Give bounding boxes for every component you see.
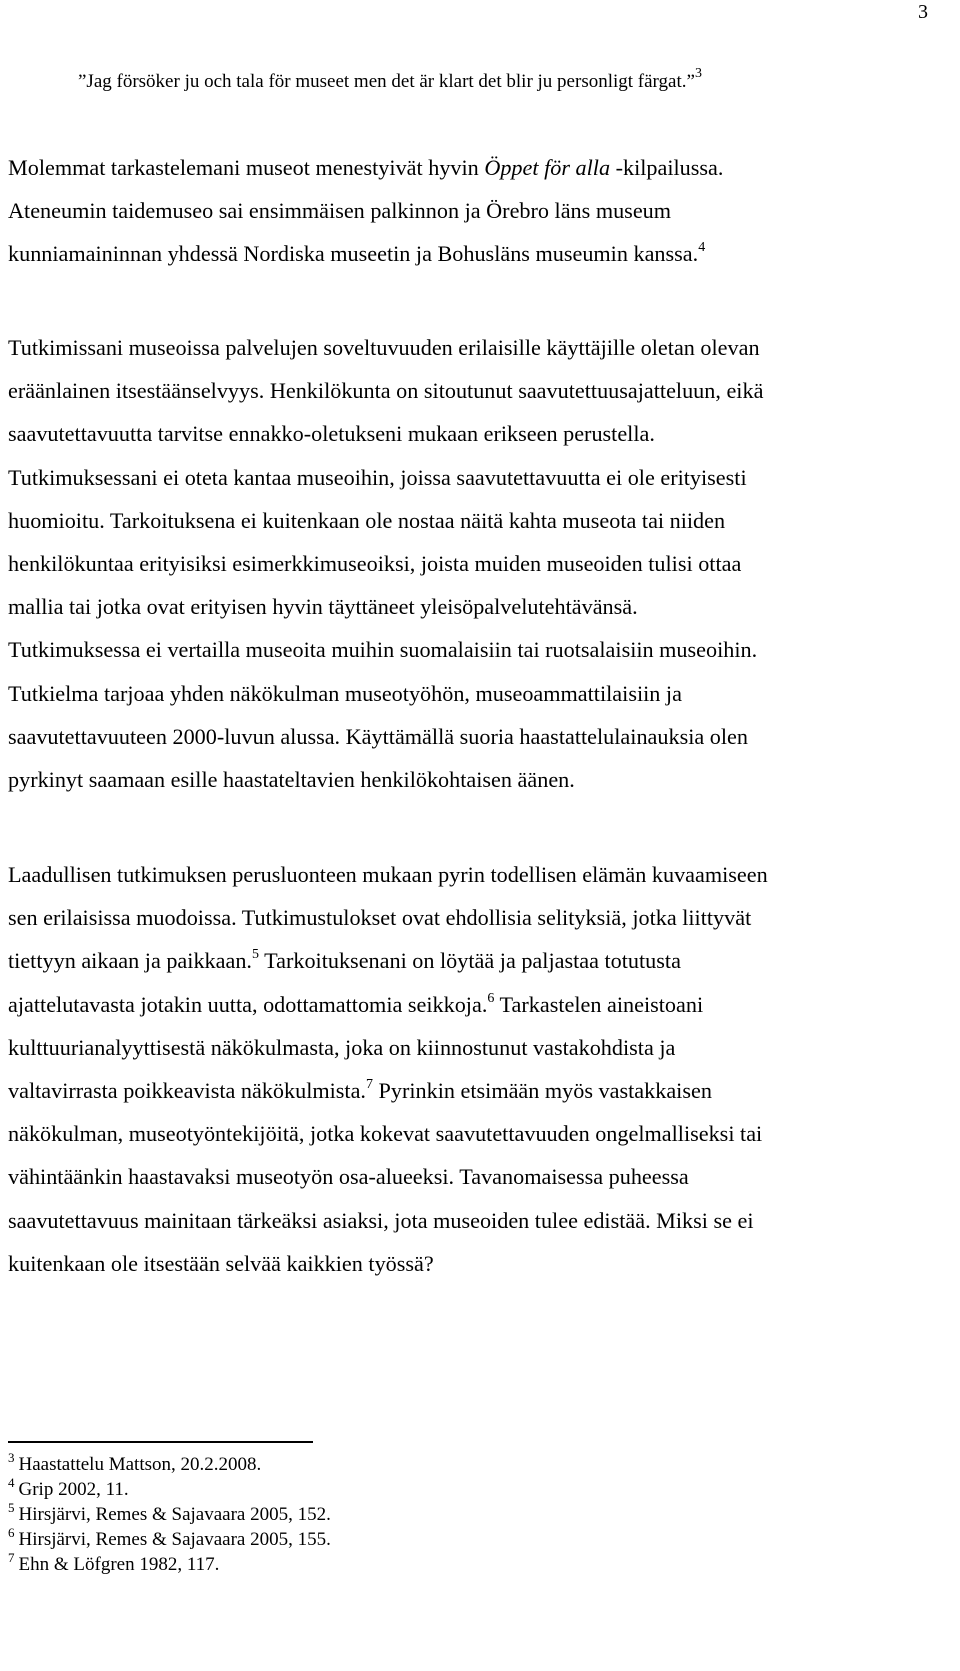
footnotes — [8, 1452, 608, 1577]
footnote-text: Grip 2002, 11. — [18, 1479, 129, 1500]
paragraph-line: Tutkimuksessa ei vertailla museoita muihin suomalaisiin tai ruotsalaisiin museoihin. — [8, 637, 758, 663]
paragraph-line: sen erilaisissa muodoissa. Tutkimustulokset ovat ehdollisia selityksiä, jotka liittyvät — [8, 905, 752, 931]
paragraph-line: näkökulman, museotyöntekijöitä, jotka kokevat saavutettavuuden ongelmalliseksi tai — [8, 1121, 763, 1147]
paragraph-line: kuitenkaan ole itsestään selvää kaikkien työssä? — [8, 1250, 434, 1276]
paragraph-line — [8, 1069, 948, 1112]
footnote-text: Hirsjärvi, Remes & Sajavaara 2005, 155. — [18, 1529, 331, 1550]
page-number: 3 — [918, 1, 928, 23]
footnote-ref: 6 — [487, 990, 495, 1006]
footnote-number: 3 — [8, 1450, 15, 1465]
footnote-text: Hirsjärvi, Remes & Sajavaara 2005, 152. — [18, 1504, 331, 1525]
paragraph-line: saavutettavuutta tarvitse ennakko-oletukseni mukaan erikseen perustella. — [8, 421, 655, 447]
paragraph-line: kulttuurianalyyttisestä näkökulmasta, joka on kiinnostunut vastakohdista ja — [8, 1034, 676, 1060]
paragraph-line: saavutettavuus mainitaan tärkeäksi asiaksi, jota museoiden tulee edistää. Miksi se ei — [8, 1207, 754, 1233]
paragraph-line — [8, 146, 948, 189]
text-run: kunniamaininnan yhdessä Nordiska museetin ja Bohusläns museumin kanssa. — [8, 241, 699, 267]
paragraph-line: Laadullisen tutkimuksen perusluonteen mukaan pyrin todellisen elämän kuvaamiseen — [8, 862, 768, 887]
paragraph-line: huomioitu. Tarkoituksena ei kuitenkaan ole nostaa näitä kahta museota tai niiden — [8, 507, 726, 533]
block-quote — [78, 66, 938, 94]
paragraph-line: eräänlainen itsestäänselvyys. Henkilökunta on sitoutunut saavutettuusajatteluun, eikä — [8, 378, 764, 404]
footnote-number: 4 — [8, 1475, 15, 1490]
text-run: ajattelutavasta jotakin uutta, odottamattomia seikkoja. — [8, 991, 488, 1017]
paragraph-line: mallia tai jotka ovat erityisen hyvin täyttäneet yleisöpalvelutehtävänsä. — [8, 594, 638, 620]
paragraph-1 — [8, 146, 948, 276]
footnote-ref: 5 — [251, 947, 259, 963]
text-run: -kilpailussa. — [610, 155, 724, 180]
footnote-text: Ehn & Löfgren 1982, 117. — [18, 1554, 220, 1575]
text-run: Tarkoituksenani on löytää ja paljastaa totutusta — [258, 948, 681, 974]
text-run: Pyrinkin etsimään myös vastakkaisen — [372, 1078, 712, 1104]
text-run: Molemmat tarkastelemani museot menestyivät hyvin — [8, 155, 485, 180]
footnote-number: 6 — [8, 1525, 15, 1540]
paragraph-line — [8, 983, 948, 1026]
footnote — [8, 1477, 608, 1502]
paragraph-line: henkilökuntaa erityisiksi esimerkkimuseoiksi, joista muiden museoiden tulisi ottaa — [8, 551, 742, 577]
paragraph-line — [8, 232, 948, 275]
paragraph-line: vähintäänkin haastavaksi museotyön osa-alueeksi. Tavanomaisessa puheessa — [8, 1164, 689, 1190]
text-run: tiettyyn aikaan ja paikkaan. — [8, 948, 252, 974]
footnote-text: Haastattelu Mattson, 20.2.2008. — [18, 1454, 262, 1475]
footnote — [8, 1552, 608, 1577]
footnote-ref: 3 — [694, 66, 702, 81]
footnote-ref: 4 — [698, 240, 706, 256]
quote-text: ”Jag försöker ju och tala för museet men det är klart det blir ju personligt färgat.” — [78, 71, 695, 92]
text-run: valtavirrasta poikkeavista näkökulmista. — [8, 1078, 366, 1104]
paragraph-2 — [8, 326, 948, 801]
paragraph-line: Ateneumin taidemuseo sai ensimmäisen palkinnon ja Örebro läns museum — [8, 198, 672, 224]
paragraph-line — [8, 939, 948, 982]
paragraph-line: saavutettavuuteen 2000-luvun alussa. Käyttämällä suoria haastattelulainauksia olen — [8, 723, 748, 749]
text-run: Tarkastelen aineistoani — [494, 991, 704, 1017]
paragraph-line: pyrkinyt saamaan esille haastateltavien henkilökohtaisen äänen. — [8, 767, 575, 793]
paragraph-3 — [8, 853, 948, 1285]
footnote — [8, 1527, 608, 1552]
footnote-ref: 7 — [365, 1077, 373, 1093]
footnote-separator — [8, 1441, 313, 1443]
footnote-number: 5 — [8, 1500, 15, 1515]
paragraph-line: Tutkimuksessani ei oteta kantaa museoihin, joissa saavutettavuutta ei ole erityisesti — [8, 464, 747, 490]
competition-name: Öppet för alla — [484, 155, 611, 180]
footnote — [8, 1502, 608, 1527]
footnote — [8, 1452, 608, 1477]
paragraph-line: Tutkielma tarjoaa yhden näkökulman museotyöhön, museoammattilaisiin ja — [8, 680, 682, 706]
footnote-number: 7 — [8, 1550, 15, 1565]
paragraph-line: Tutkimissani museoissa palvelujen soveltuvuuden erilaisille käyttäjille oletan olevan — [8, 335, 760, 360]
